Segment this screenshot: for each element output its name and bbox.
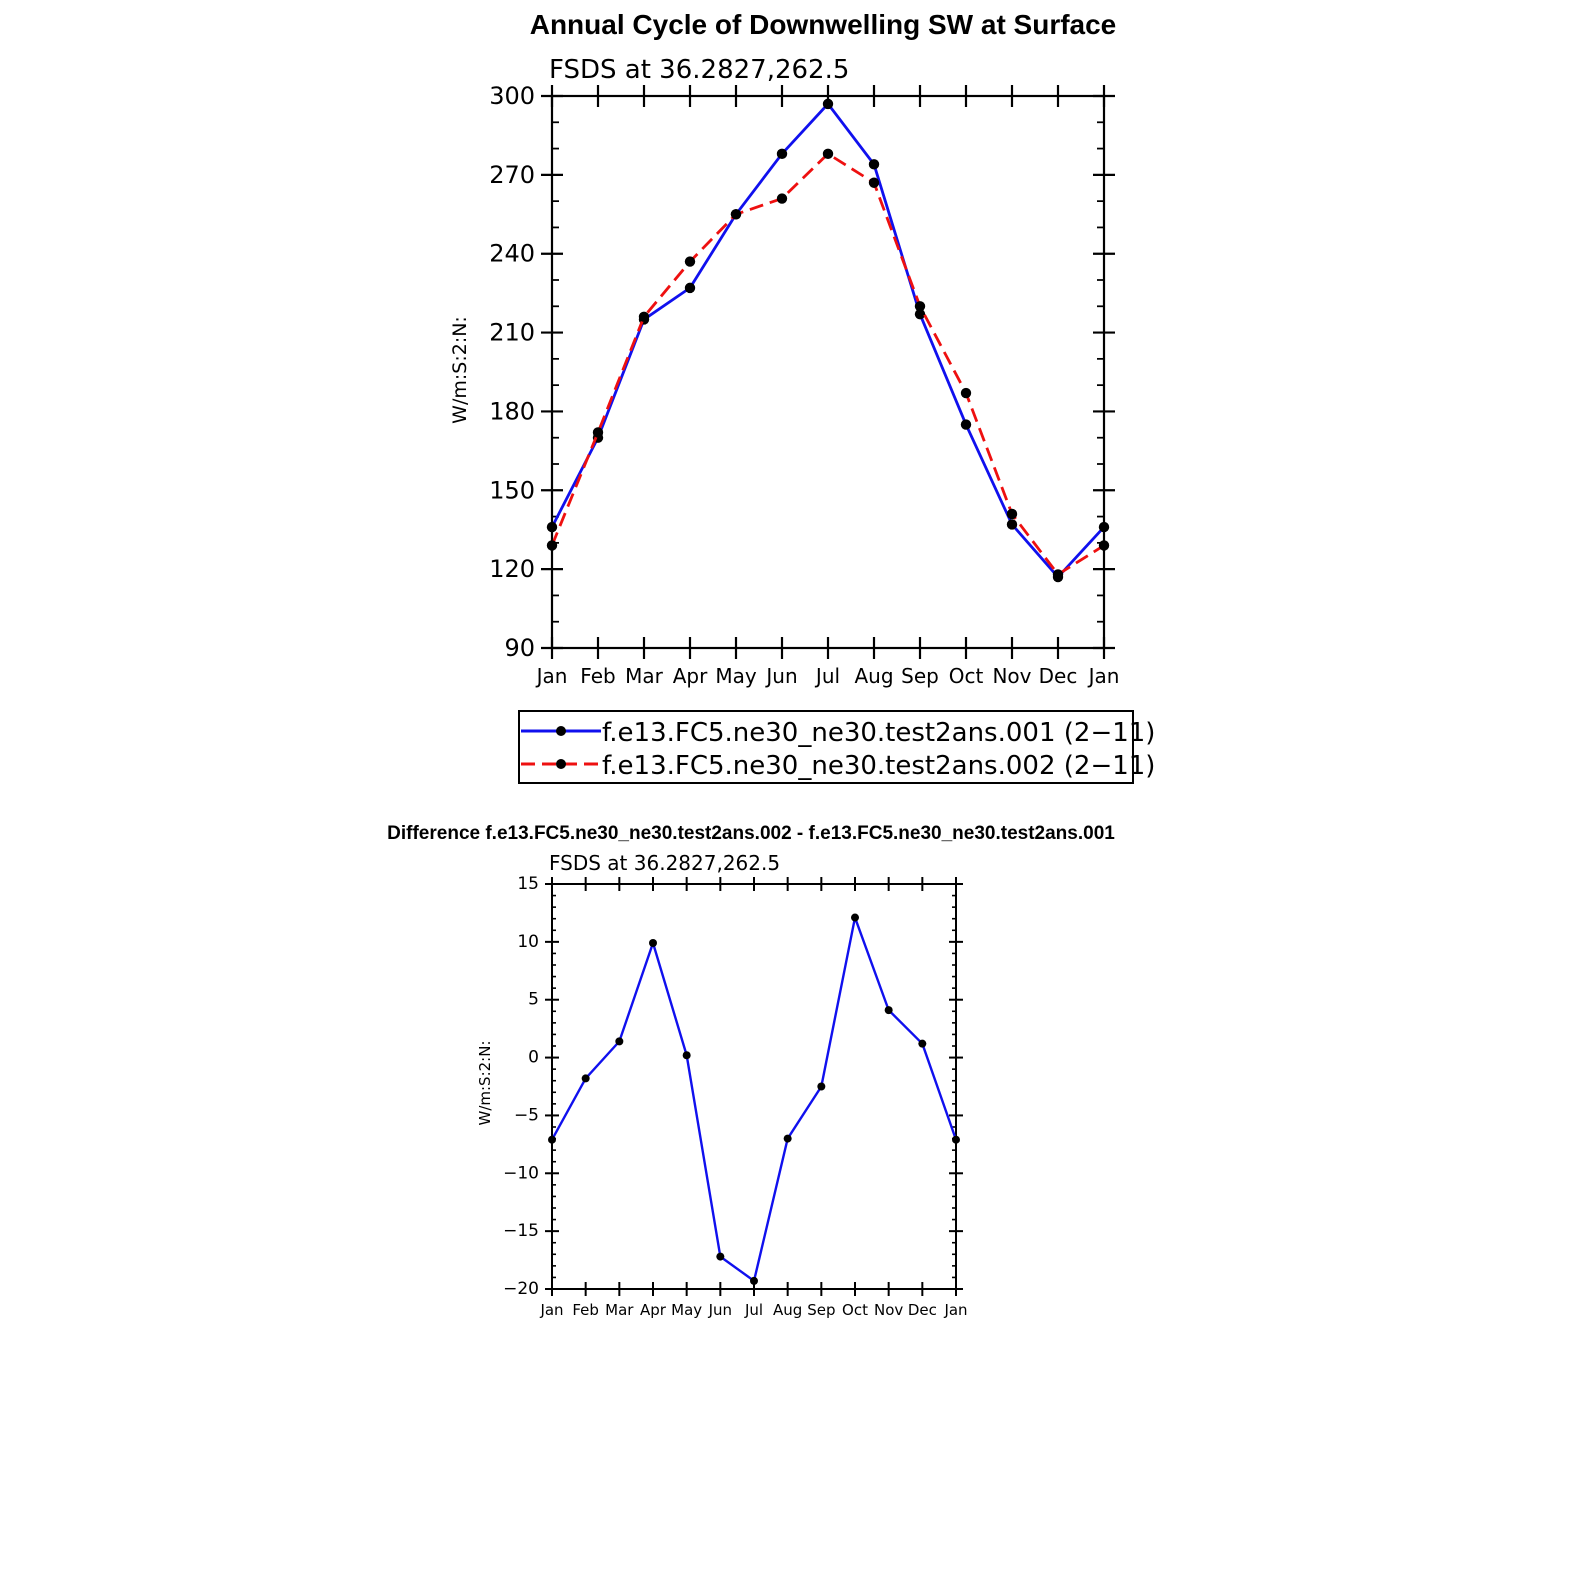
chart-1-x-tick-label: Apr <box>672 664 708 688</box>
chart-2-x-tick-label: Jul <box>744 1301 764 1319</box>
chart-2-x-tick-label: Sep <box>807 1301 836 1319</box>
chart-1-series-2-point <box>915 301 925 311</box>
chart-2-x-tick-label: May <box>671 1301 703 1319</box>
chart-1-series-1-point <box>1099 522 1109 532</box>
chart-2-series-1-point <box>918 1040 926 1048</box>
legend-label-series-1: f.e13.FC5.ne30_ne30.test2ans.001 (2−11) <box>602 718 1156 748</box>
chart-2-series-1-point <box>784 1135 792 1143</box>
chart-1-x-tick-label: Jul <box>815 664 841 688</box>
chart-1-x-tick-label: Sep <box>901 664 939 688</box>
legend-label-series-2: f.e13.FC5.ne30_ne30.test2ans.002 (2−11) <box>602 751 1156 781</box>
chart-1-series-2-point <box>869 178 879 188</box>
chart-1-series-2-point <box>731 209 741 219</box>
chart-2-series-1-line <box>552 918 956 1281</box>
chart-2-series-1-point <box>885 1006 893 1014</box>
chart-2-plot <box>503 874 967 1319</box>
chart-2-series-1-point <box>952 1136 960 1144</box>
chart-1-series-2-point <box>593 427 603 437</box>
chart-1-x-tick-label: Oct <box>948 664 984 688</box>
chart-1-series-2-point <box>1007 509 1017 519</box>
chart-1-x-tick-label: Jun <box>766 664 798 688</box>
chart-2-subtitle: FSDS at 36.2827,262.5 <box>549 851 781 875</box>
chart-2-y-tick-label: 10 <box>517 931 539 952</box>
chart-2-y-tick-label: −20 <box>503 1279 539 1299</box>
chart-1-series-1-point <box>869 159 879 169</box>
chart-1-frame <box>552 96 1104 648</box>
chart-2-x-tick-label: Jan <box>540 1301 564 1319</box>
chart-2-y-tick-label: 5 <box>528 989 539 1010</box>
chart-2-y-tick-label: 15 <box>517 874 539 894</box>
chart-1-x-tick-label: Mar <box>625 664 663 688</box>
chart-1-x-tick-label: May <box>715 664 757 688</box>
chart-1-series-2-point <box>823 149 833 159</box>
chart-2-series-1-point <box>649 939 657 947</box>
chart-1-subtitle: FSDS at 36.2827,262.5 <box>549 55 850 85</box>
chart-1-series-1-point <box>685 283 695 293</box>
chart-1-y-tick-label: 270 <box>489 160 535 189</box>
chart-2-x-tick-label: Nov <box>874 1301 904 1319</box>
chart-2-x-tick-label: Mar <box>605 1301 634 1319</box>
chart-2-series-1-point <box>716 1253 724 1261</box>
chart-2-x-tick-label: Aug <box>773 1301 803 1319</box>
chart-1-series-1-point <box>777 149 787 159</box>
chart-2-series-1-point <box>582 1074 590 1082</box>
chart-2-series-1-point <box>851 914 859 922</box>
chart-1-x-tick-label: Jan <box>536 664 568 688</box>
chart-1-series-2-point <box>639 312 649 322</box>
chart-1-legend <box>519 711 1155 783</box>
chart-1-series-1-point <box>547 522 557 532</box>
chart-2-series-1-point <box>817 1083 825 1091</box>
chart-1-plot <box>489 82 1119 688</box>
chart-2-frame <box>552 884 956 1289</box>
chart-1-x-tick-label: Aug <box>854 664 894 688</box>
chart-1-series-1-point <box>961 419 971 429</box>
chart-1-y-tick-label: 150 <box>489 476 535 505</box>
chart-2-x-tick-label: Oct <box>842 1301 868 1319</box>
chart-1-x-tick-label: Dec <box>1038 664 1078 688</box>
chart-2-series-1-point <box>615 1037 623 1045</box>
chart-2-x-tick-label: Apr <box>640 1301 666 1319</box>
chart-1-y-axis-label: W/m:S:2:N: <box>449 316 471 424</box>
chart-1-series-2-point <box>547 540 557 550</box>
chart-1-y-tick-label: 90 <box>504 634 535 662</box>
legend-marker-series-1 <box>556 726 566 736</box>
chart-1-series-2-line <box>552 154 1104 575</box>
chart-1-x-tick-label: Feb <box>580 664 616 688</box>
chart-1-title: Annual Cycle of Downwelling SW at Surface <box>529 9 1117 40</box>
chart-2-series-1-point <box>683 1051 691 1059</box>
chart-2-series-1-point <box>750 1277 758 1285</box>
chart-1-x-tick-label: Nov <box>992 664 1032 688</box>
chart-2-title: Difference f.e13.FC5.ne30_ne30.test2ans.002 - f.e13.FC5.ne30_ne30.test2ans.001 <box>387 823 1115 844</box>
chart-1-series-2-point <box>1099 540 1109 550</box>
chart-1-series-2-point <box>961 388 971 398</box>
chart-2-x-tick-label: Jan <box>944 1301 968 1319</box>
chart-1-x-tick-label: Jan <box>1088 664 1120 688</box>
chart-1-y-tick-label: 180 <box>489 397 535 426</box>
chart-2-y-axis-label: W/m:S:2:N: <box>476 1040 494 1126</box>
chart-2-x-tick-label: Jun <box>708 1301 733 1319</box>
chart-2-y-tick-label: −5 <box>513 1105 539 1126</box>
chart-2-series-1-point <box>548 1136 556 1144</box>
chart-2-y-tick-label: −15 <box>503 1221 539 1242</box>
chart-2-y-tick-label: −10 <box>503 1163 539 1184</box>
chart-1-series-2-point <box>777 193 787 203</box>
chart-1-series-1-point <box>1007 519 1017 529</box>
chart-2-x-tick-label: Dec <box>907 1301 937 1319</box>
chart-1-y-tick-label: 120 <box>489 555 535 584</box>
legend-marker-series-2 <box>556 759 566 769</box>
chart-2-x-tick-label: Feb <box>572 1301 599 1319</box>
chart-1-series-2-point <box>685 256 695 266</box>
chart-2-y-tick-label: 0 <box>528 1047 539 1068</box>
chart-1-y-tick-label: 240 <box>489 239 535 268</box>
chart-1-y-tick-label: 210 <box>489 318 535 347</box>
chart-1-y-tick-label: 300 <box>489 82 535 110</box>
chart-1-series-1-point <box>823 99 833 109</box>
chart-1-series-2-point <box>1053 569 1063 579</box>
